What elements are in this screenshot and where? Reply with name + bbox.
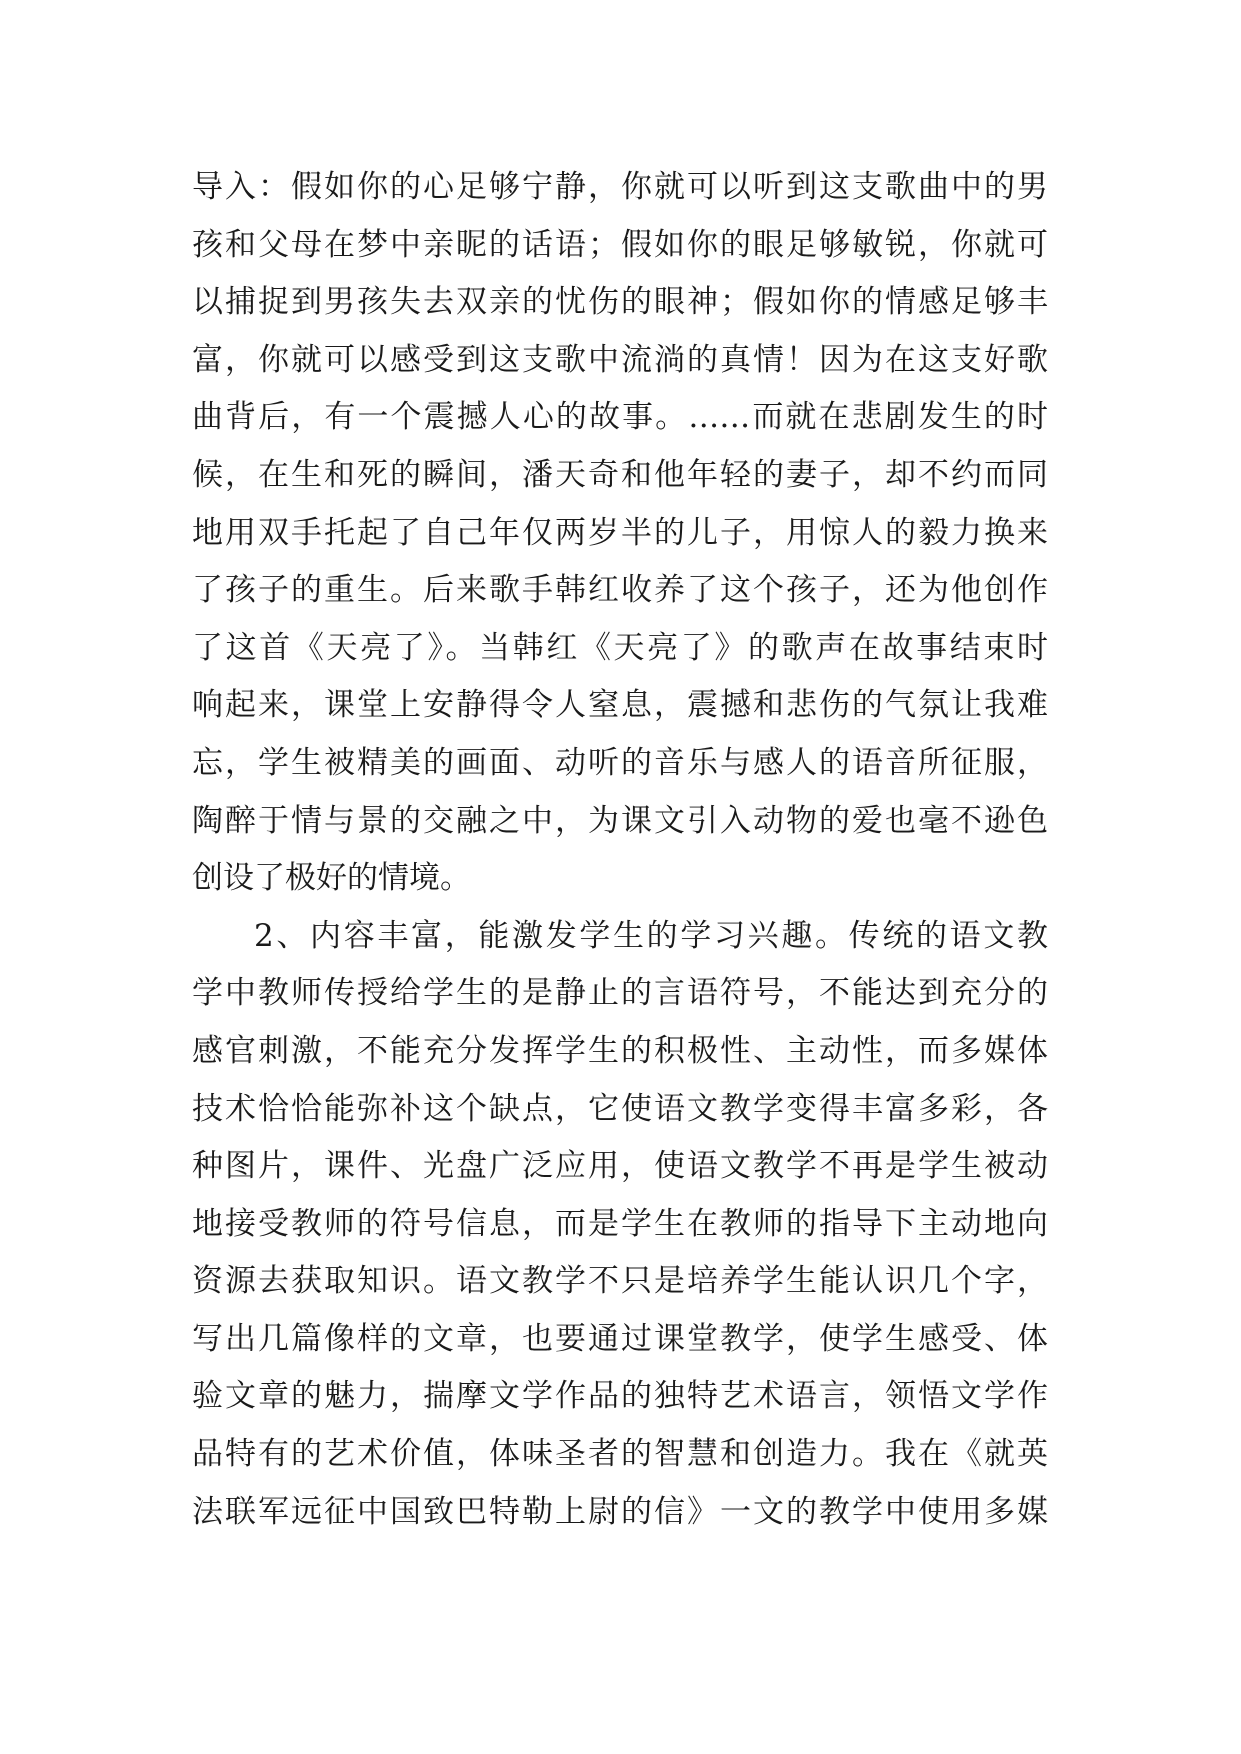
paragraph-end-line: 创设了极好的情境。 bbox=[192, 860, 471, 897]
text-line: 资源去获取知识。语文教学不只是培养学生能认识几个字， bbox=[192, 1263, 1048, 1300]
text-line: 验文章的魅力，揣摩文学作品的独特艺术语言，领悟文学作 bbox=[192, 1378, 1048, 1415]
text-line: 地接受教师的符号信息，而是学生在教师的指导下主动地向 bbox=[192, 1205, 1048, 1242]
text-line: 感官刺激，不能充分发挥学生的积极性、主动性，而多媒体 bbox=[192, 1032, 1048, 1069]
text-line: 了这首《天亮了》。当韩红《天亮了》的歌声在故事结束时 bbox=[192, 629, 1048, 666]
paragraph-start-line: 2、内容丰富，能激发学生的学习兴趣。传统的语文教 bbox=[254, 917, 1048, 954]
text-line: 曲背后，有一个震撼人心的故事。……而就在悲剧发生的时 bbox=[192, 399, 1048, 436]
text-line: 地用双手托起了自己年仅两岁半的儿子，用惊人的毅力换来 bbox=[192, 514, 1048, 551]
text-line: 学中教师传授给学生的是静止的言语符号，不能达到充分的 bbox=[192, 975, 1048, 1012]
text-line: 忘，学生被精美的画面、动听的音乐与感人的语音所征服， bbox=[192, 744, 1048, 781]
text-line: 以捕捉到男孩失去双亲的忧伤的眼神；假如你的情感足够丰 bbox=[192, 284, 1048, 321]
body-text bbox=[192, 159, 1048, 1541]
text-line: 孩和父母在梦中亲昵的话语；假如你的眼足够敏锐，你就可 bbox=[192, 226, 1048, 263]
text-line: 技术恰恰能弥补这个缺点，它使语文教学变得丰富多彩，各 bbox=[192, 1090, 1048, 1127]
text-line: 候，在生和死的瞬间，潘天奇和他年轻的妻子，却不约而同 bbox=[192, 456, 1048, 493]
text-line: 响起来，课堂上安静得令人窒息，震撼和悲伤的气氛让我难 bbox=[192, 687, 1048, 724]
text-line: 种图片，课件、光盘广泛应用，使语文教学不再是学生被动 bbox=[192, 1148, 1048, 1185]
text-line: 品特有的艺术价值，体味圣者的智慧和创造力。我在《就英 bbox=[192, 1436, 1048, 1473]
text-line: 法联军远征中国致巴特勒上尉的信》一文的教学中使用多媒 bbox=[192, 1493, 1048, 1530]
text-line: 了孩子的重生。后来歌手韩红收养了这个孩子，还为他创作 bbox=[192, 572, 1048, 609]
text-line: 写出几篇像样的文章，也要通过课堂教学，使学生感受、体 bbox=[192, 1320, 1048, 1357]
text-line: 富，你就可以感受到这支歌中流淌的真情！因为在这支好歌 bbox=[192, 341, 1048, 378]
text-line: 导入：假如你的心足够宁静，你就可以听到这支歌曲中的男 bbox=[192, 169, 1048, 205]
text-line: 陶醉于情与景的交融之中，为课文引入动物的爱也毫不逊色 bbox=[192, 802, 1048, 839]
